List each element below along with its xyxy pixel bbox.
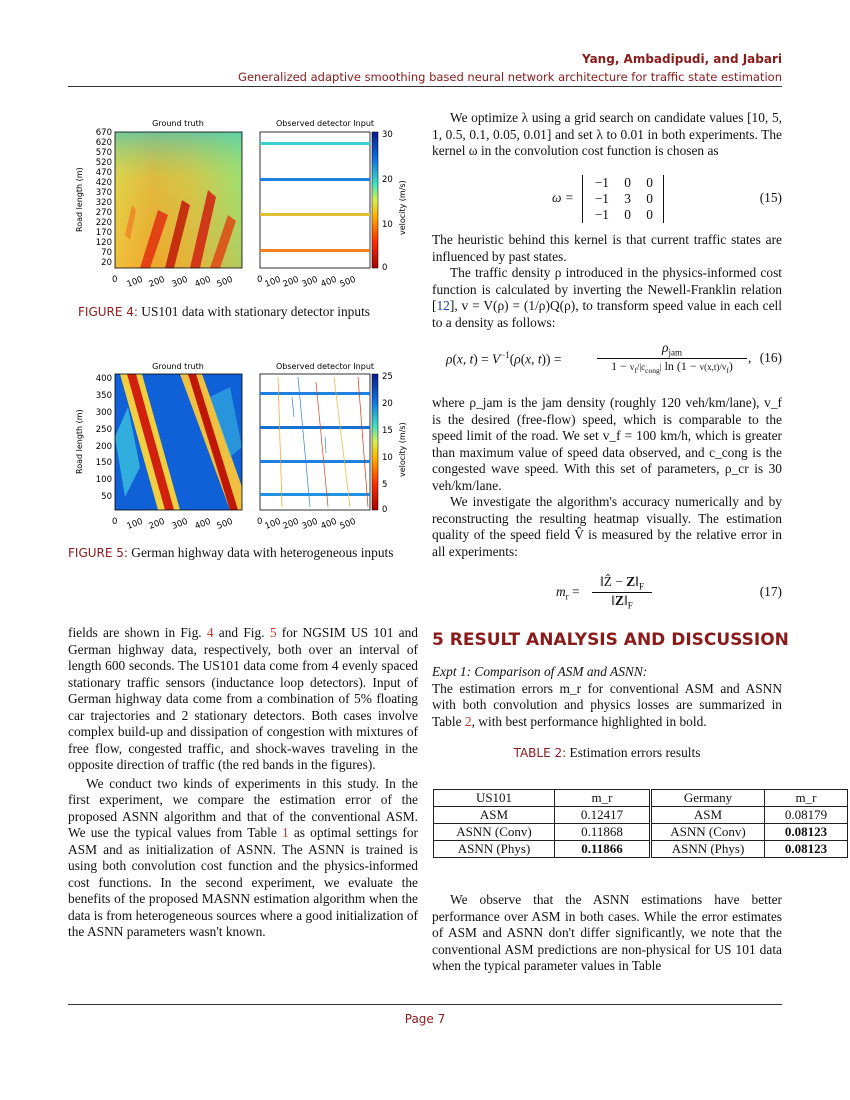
svg-text:100: 100: [263, 274, 283, 290]
right-paragraph-2: The heuristic behind this kernel is that current traffic states are influenced by past states. The traffic density ρ introduced in the physics-informed cost function is calculated by inverting the Newell-Franklin relation [12], v = V(ρ) = (1/ρ)Q(ρ), to transform speed value in each cell to a density as follows:: [432, 232, 782, 330]
svg-text:200: 200: [147, 516, 167, 532]
svg-text:400: 400: [193, 274, 213, 290]
equation-17: $m_r$ = ‖Ẑ − $Z‖_F$ $‖Z‖_F$ (17): [556, 574, 782, 611]
svg-text:25: 25: [382, 372, 393, 382]
equation-15: ω = −1 0 0 −1 3 0 −1 0 0 (15): [552, 175, 782, 222]
svg-text:420: 420: [95, 178, 112, 188]
svg-text:270: 270: [95, 208, 112, 218]
svg-text:20: 20: [382, 399, 393, 409]
fig4-detector-band: [260, 178, 370, 181]
table-ref-link[interactable]: 2: [464, 713, 472, 729]
fig5-right-title: Observed detector Input: [275, 362, 375, 371]
fig4-cbar-label: velocity (m/s): [398, 180, 407, 235]
svg-text:150: 150: [95, 458, 112, 468]
fig5-ylabel: Road length (m): [75, 409, 84, 474]
fig5-detector-band: [260, 392, 370, 395]
page-number: Page 7: [404, 1012, 446, 1026]
fig-ref-link[interactable]: 4: [206, 625, 214, 640]
fig5-detector-band: [260, 460, 370, 463]
svg-text:300: 300: [170, 516, 190, 532]
fig4-cbar-ticks: [382, 130, 393, 273]
fig5-xticks-left: [112, 517, 234, 532]
fig4-ylabel: Road length (m): [75, 167, 84, 232]
fig5-xticks-right: [257, 517, 357, 532]
svg-text:300: 300: [300, 274, 320, 290]
fig5-cbar-ticks: [382, 372, 393, 515]
svg-text:170: 170: [95, 228, 112, 238]
svg-text:100: 100: [263, 516, 283, 532]
svg-text:100: 100: [125, 274, 145, 290]
svg-text:300: 300: [95, 408, 112, 418]
svg-text:470: 470: [95, 168, 112, 178]
right-paragraph-4: where ρ_jam is the jam density (roughly 120 veh/km/lane), v_f is the desired (free-flow) speed, which is comparable to the speed limit of the road. We set v_f = 100 km/h, which is greater than maximum value of speed data observed, and c_cong is the congested wave speed. With this set of parameters, ρ_cr is 30 veh/km/lane. We investigate the algorithm's accuracy numerically and by reconstructing the resulting heatmap visually. The estimation quality of the speed field V̂ is measured by the relative error in all experiments:: [432, 395, 782, 559]
svg-text:500: 500: [338, 274, 358, 290]
svg-text:120: 120: [95, 238, 112, 248]
footer-rule: [68, 1004, 782, 1005]
svg-text:5: 5: [382, 480, 388, 490]
fig5-yticks: [96, 374, 112, 502]
right-paragraph-7: We observe that the ASNN estimations have better performance over ASM in both cases. While the error estimates of ASM and ASNN don't differ significantly, we note that the conventional ASM predictions are non-physical for US 101 data when the typical parameter values in Table: [432, 892, 782, 973]
table-header-row: US101 m_r Germany m_r: [434, 790, 848, 807]
svg-text:350: 350: [95, 391, 112, 401]
svg-text:250: 250: [95, 425, 112, 435]
fig4-detector-band: [260, 213, 370, 216]
svg-text:15: 15: [382, 426, 393, 436]
table-ref-link[interactable]: 1: [281, 825, 289, 840]
svg-text:570: 570: [95, 148, 112, 158]
svg-text:100: 100: [95, 475, 112, 485]
svg-text:100: 100: [125, 516, 145, 532]
citation-link[interactable]: 12: [436, 298, 450, 313]
svg-text:200: 200: [95, 442, 112, 452]
right-paragraph-6: Expt 1: Comparison of ASM and ASNN: The estimation errors m_r for conventional ASM and ASNN with both convolution and physics losses are summarized in Table 2, with best performance highlighted in bold.: [432, 664, 782, 729]
fig5-detector-band: [260, 493, 370, 496]
svg-text:30: 30: [382, 130, 393, 140]
svg-text:300: 300: [170, 274, 190, 290]
svg-text:0: 0: [112, 275, 118, 285]
svg-text:0: 0: [382, 505, 388, 515]
figure-4: [70, 115, 410, 295]
svg-text:70: 70: [101, 248, 112, 258]
fig4-observed-input-panel: [260, 132, 370, 268]
fig-ref-link[interactable]: 5: [269, 625, 277, 640]
fig4-detector-band: [260, 249, 370, 252]
header-rule: [68, 86, 782, 87]
results-table: [433, 789, 848, 858]
figure-5-caption: FIGURE 5: German highway data with heterogeneous inputs: [68, 545, 394, 560]
fig4-right-title: Observed detector Input: [275, 119, 375, 128]
svg-text:10: 10: [382, 220, 393, 230]
svg-text:400: 400: [319, 274, 339, 290]
svg-text:20: 20: [382, 175, 393, 185]
fig5-colorbar: [372, 374, 378, 510]
svg-text:0: 0: [112, 517, 118, 527]
fig4-xticks-right: [257, 275, 357, 290]
fig4-left-title: Ground truth: [152, 119, 204, 128]
svg-text:500: 500: [338, 516, 358, 532]
table-row: ASNN (Conv) 0.11868 ASNN (Conv) 0.08123: [434, 824, 848, 841]
table-row: ASNN (Phys) 0.11866 ASNN (Phys) 0.08123: [434, 841, 848, 858]
svg-text:500: 500: [215, 274, 235, 290]
svg-text:0: 0: [257, 517, 263, 527]
svg-text:0: 0: [257, 275, 263, 285]
table-row: ASM 0.12417 ASM 0.08179: [434, 807, 848, 824]
svg-text:220: 220: [95, 218, 112, 228]
svg-text:520: 520: [95, 158, 112, 168]
svg-text:200: 200: [281, 516, 301, 532]
svg-text:20: 20: [101, 258, 112, 268]
svg-text:300: 300: [300, 516, 320, 532]
paragraph: We conduct two kinds of experiments in this study. In the first experiment, we compare the estimation error of the proposed ASNN algorithm and that of the conventional ASM. We use the typical values from Table 1 as optimal settings for ASM and as initialization of ASNN. The ASNN is trained is using both convolution cost function and the physics-informed cost functions. In the second experiment, we evaluate the benefits of the proposed MASNN estimation algorithm when the data is from heterogeneous sources where a good initialization of the ASNN parameters wasn't known.: [68, 775, 418, 939]
svg-text:0: 0: [382, 263, 388, 273]
fig4-colorbar: [372, 132, 378, 268]
fig4-xticks-left: [112, 275, 234, 290]
svg-text:370: 370: [95, 188, 112, 198]
fig4-yticks: [96, 128, 112, 268]
svg-text:10: 10: [382, 453, 393, 463]
equation-16: ρ(x, $t) = V^{-1}(\rho(x$, t)) = $\rho_{jam}$ $1 - v_f/|c_{cong}|$ $\ln (1 - v(x,t)/v_f)$ , (16): [446, 340, 782, 375]
svg-text:50: 50: [101, 492, 112, 502]
fig5-cbar-label: velocity (m/s): [398, 422, 407, 477]
svg-text:200: 200: [281, 274, 301, 290]
svg-text:200: 200: [147, 274, 167, 290]
svg-text:400: 400: [193, 516, 213, 532]
svg-text:400: 400: [95, 374, 112, 384]
svg-text:400: 400: [319, 516, 339, 532]
left-column-text: [68, 625, 418, 941]
figure-4-caption: FIGURE 4: US101 data with stationary detector inputs: [78, 304, 370, 319]
table-2-caption: TABLE 2: Estimation errors results: [513, 745, 701, 760]
running-header-title: Generalized adaptive smoothing based neural network architecture for traffic state estimation: [238, 70, 782, 84]
figure-5: [70, 357, 410, 537]
svg-text:320: 320: [95, 198, 112, 208]
svg-text:500: 500: [215, 516, 235, 532]
fig5-left-title: Ground truth: [152, 362, 204, 371]
right-paragraph-1: We optimize λ using a grid search on candidate values [10, 5, 1, 0.5, 0.1, 0.05, 0.01] and set λ to 0.01 in both experiments. The kernel ω in the convolution cost function is chosen as: [432, 110, 782, 158]
fig5-detector-band: [260, 426, 370, 429]
running-header-authors: Yang, Ambadipudi, and Jabari: [582, 52, 782, 66]
section-heading: 5 RESULT ANALYSIS AND DISCUSSION: [432, 630, 789, 650]
svg-text:670: 670: [95, 128, 112, 138]
paragraph: fields are shown in Fig. 4 and Fig. 5 for NGSIM US 101 and German highway data, respectively, both over an interval of length 600 seconds. The US101 data come from 4 evenly spaced stationary traffic sensors (inductance loop detectors). Input of German highway data come from a combination of 5% floating car trajectories and 2 stationary detectors. Both cases involve complex build-up and dissipation of congestion with mixtures of free flow, congested traffic, and shock-waves traveling in the opposite direction of traffic (the red bands in the figures).: [68, 625, 418, 772]
svg-text:620: 620: [95, 138, 112, 148]
fig4-detector-band: [260, 142, 370, 145]
